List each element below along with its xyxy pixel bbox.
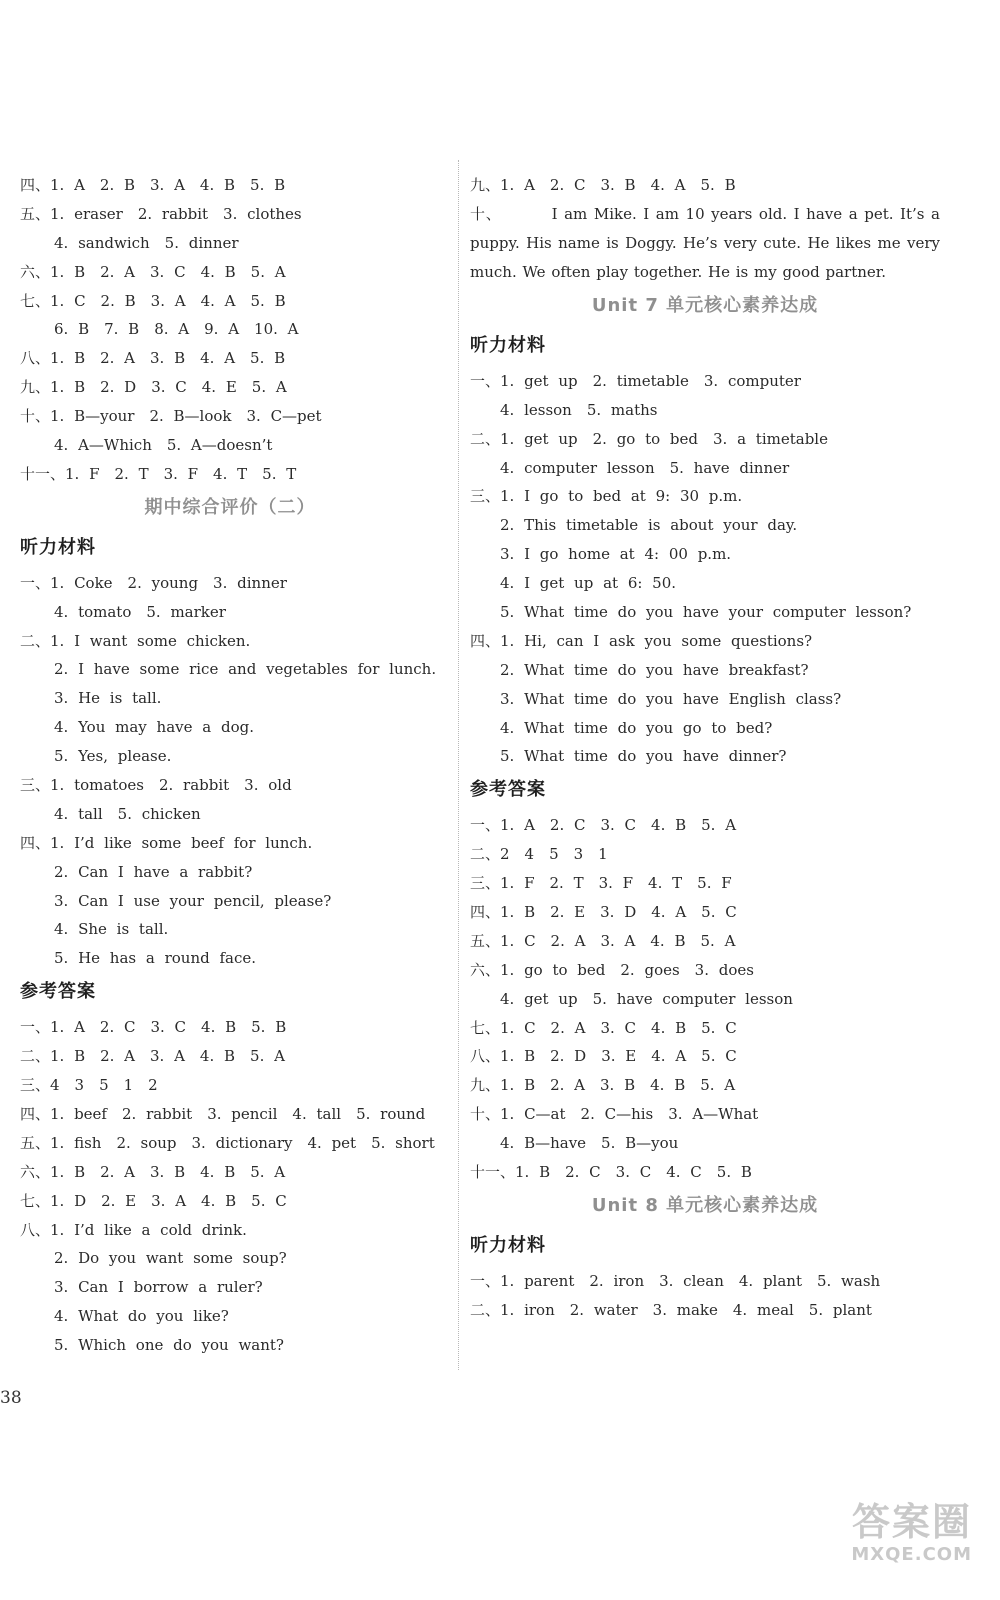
answer-line: 十、1. C—at 2. C—his 3. A—What [470, 1105, 759, 1124]
answer-line-continued: 5. Yes, please. [54, 747, 172, 766]
answer-line-continued: 4. lesson 5. maths [500, 400, 658, 419]
answer-line-continued: 5. What time do you have your computer lesson? [500, 603, 912, 622]
answer-line: 八、1. I’d like a cold drink. [20, 1220, 247, 1239]
answer-line: 四、1. A 2. B 3. A 4. B 5. B [20, 176, 286, 194]
answer-line: 六、1. go to bed 2. goes 3. does [470, 960, 754, 979]
answer-line: 五、1. eraser 2. rabbit 3. clothes [20, 204, 302, 223]
answer-line: 一、1. get up 2. timetable 3. computer [470, 371, 801, 390]
answer-line: 四、1. Hi, can I ask you some questions? [470, 631, 813, 650]
watermark-logo [827, 1500, 972, 1572]
answer-line: 七、1. C 2. A 3. C 4. B 5. C [470, 1018, 737, 1037]
answer-line: 八、1. B 2. D 3. E 4. A 5. C [470, 1047, 737, 1066]
answer-line: 七、1. D 2. E 3. A 4. B 5. C [20, 1191, 287, 1210]
answer-line: 二、2 4 5 3 1 [470, 845, 608, 864]
answer-line-continued: 4. What do you like? [54, 1307, 229, 1326]
answer-line-continued: 5. He has a round face. [54, 949, 257, 968]
answer-line-continued: 4. computer lesson 5. have dinner [500, 458, 790, 477]
answer-line: 八、1. B 2. A 3. B 4. A 5. B [20, 349, 286, 368]
answer-line-continued: 4. tall 5. chicken [54, 804, 201, 823]
right-column [470, 171, 940, 1325]
essay-text: I am Mike. I am 10 years old. I have a pet. It’s a puppy. His name is Doggy. He’s very cute. He likes me very much. We often play together. He is my good partner. [470, 204, 940, 281]
page-number: 38 [0, 1388, 22, 1408]
answer-line-continued: 4. I get up at 6: 50. [500, 574, 677, 593]
section-heading: 参考答案 [20, 981, 96, 1003]
answer-line: 三、1. tomatoes 2. rabbit 3. old [20, 776, 292, 795]
essay-answer [470, 200, 940, 287]
answer-line: 九、1. B 2. D 3. C 4. E 5. A [20, 378, 287, 397]
answer-line-continued: 3. He is tall. [54, 689, 162, 708]
watermark-url: MXQE.COM [851, 1544, 972, 1565]
section-heading: 听力材料 [470, 334, 546, 356]
answer-line-continued: 4. get up 5. have computer lesson [500, 989, 793, 1008]
section-title: 期中综合评价（二） [144, 496, 316, 518]
answer-line: 十一、1. B 2. C 3. C 4. C 5. B [470, 1163, 752, 1182]
answer-line: 十一、1. F 2. T 3. F 4. T 5. T [20, 464, 297, 483]
answer-line: 九、1. B 2. A 3. B 4. B 5. A [470, 1076, 736, 1095]
answer-line-continued: 6. B 7. B 8. A 9. A 10. A [54, 320, 299, 339]
answer-line: 一、1. Coke 2. young 3. dinner [20, 573, 287, 592]
answer-line: 一、1. parent 2. iron 3. clean 4. plant 5. wash [470, 1271, 881, 1290]
answer-line: 二、1. I want some chicken. [20, 631, 251, 650]
answer-line: 三、1. F 2. T 3. F 4. T 5. F [470, 874, 732, 893]
question-number: 十、 [470, 204, 502, 223]
answer-line-continued: 4. B—have 5. B—you [500, 1134, 679, 1153]
answer-line: 四、1. B 2. E 3. D 4. A 5. C [470, 903, 737, 922]
answer-line-continued: 3. Can I use your pencil, please? [54, 891, 332, 910]
answer-line-continued: 2. I have some rice and vegetables for lunch. [54, 660, 437, 679]
column-divider [458, 160, 459, 1370]
answer-line: 二、1. get up 2. go to bed 3. a timetable [470, 429, 828, 448]
answer-line-continued: 4. She is tall. [54, 920, 169, 939]
answer-line-continued: 2. Do you want some soup? [54, 1249, 287, 1268]
answer-line-continued: 4. What time do you go to bed? [500, 718, 773, 737]
answer-line: 五、1. C 2. A 3. A 4. B 5. A [470, 931, 736, 950]
section-title: Unit 8 单元核心素养达成 [591, 1194, 819, 1216]
answer-line-continued: 2. Can I have a rabbit? [54, 862, 253, 881]
answer-line: 六、1. B 2. A 3. C 4. B 5. A [20, 262, 286, 281]
section-heading: 听力材料 [470, 1234, 546, 1256]
section-heading: 参考答案 [470, 779, 546, 801]
answer-line: 四、1. beef 2. rabbit 3. pencil 4. tall 5. round [20, 1104, 426, 1123]
answer-line: 二、1. iron 2. water 3. make 4. meal 5. plant [470, 1300, 872, 1319]
answer-line-continued: 3. I go home at 4: 00 p.m. [500, 545, 732, 564]
answer-line: 五、1. fish 2. soup 3. dictionary 4. pet 5. short [20, 1133, 435, 1152]
answer-line: 九、1. A 2. C 3. B 4. A 5. B [470, 176, 736, 194]
answer-line-continued: 4. tomato 5. marker [54, 602, 226, 621]
answer-line: 四、1. I’d like some beef for lunch. [20, 833, 313, 852]
answer-line: 三、4 3 5 1 2 [20, 1076, 158, 1095]
answer-line: 一、1. A 2. C 3. C 4. B 5. B [20, 1018, 287, 1037]
answer-line-continued: 4. You may have a dog. [54, 718, 254, 737]
answer-line-continued: 2. This timetable is about your day. [500, 516, 798, 535]
answer-line-continued: 5. Which one do you want? [54, 1336, 284, 1355]
answer-line-continued: 4. sandwich 5. dinner [54, 233, 239, 252]
answer-line: 十、1. B—your 2. B—look 3. C—pet [20, 407, 322, 426]
answer-line: 七、1. C 2. B 3. A 4. A 5. B [20, 291, 286, 310]
answer-line: 六、1. B 2. A 3. B 4. B 5. A [20, 1162, 286, 1181]
answer-line: 三、1. I go to bed at 9: 30 p.m. [470, 487, 743, 506]
answer-line-continued: 4. A—Which 5. A—doesn’t [54, 436, 273, 455]
answer-line-continued: 3. Can I borrow a ruler? [54, 1278, 263, 1297]
section-title: Unit 7 单元核心素养达成 [591, 294, 819, 316]
answer-line-continued: 3. What time do you have English class? [500, 689, 842, 708]
answer-line: 二、1. B 2. A 3. A 4. B 5. A [20, 1047, 285, 1066]
answer-line: 一、1. A 2. C 3. C 4. B 5. A [470, 816, 737, 835]
watermark-text: 答案圈 [851, 1500, 972, 1544]
answer-line-continued: 2. What time do you have breakfast? [500, 660, 809, 679]
section-heading: 听力材料 [20, 536, 96, 558]
answer-line-continued: 5. What time do you have dinner? [500, 747, 787, 766]
left-column [20, 171, 440, 1360]
